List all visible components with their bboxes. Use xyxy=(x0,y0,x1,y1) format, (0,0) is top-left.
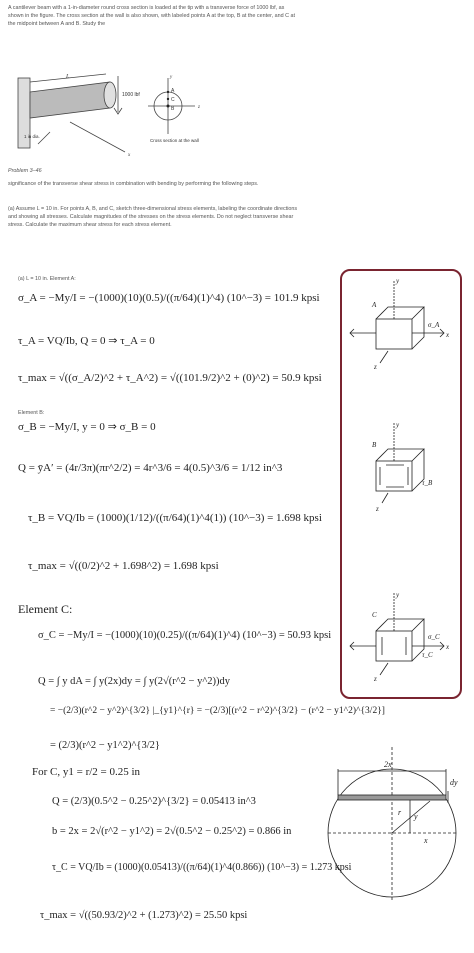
x-label: x xyxy=(424,836,428,845)
equation-sigma-b: σ_B = −My/I, y = 0 ⇒ σ_B = 0 xyxy=(18,421,156,433)
svg-text:y: y xyxy=(396,591,400,599)
stress-elements-svg xyxy=(342,271,460,697)
sigma-c-label: σ_C xyxy=(428,633,440,641)
equation-q-c-value: Q = (2/3)(0.5^2 − 0.25^2)^{3/2} = 0.05413 in^3 xyxy=(52,796,256,807)
equation-tmax-a: τ_max = √((σ_A/2)^2 + τ_A^2) = √((101.9/2)^2 + (0)^2) = 50.9 kpsi xyxy=(18,372,322,384)
beam-figure xyxy=(10,72,240,164)
svg-text:x: x xyxy=(446,331,450,339)
force-label: 1000 lbf xyxy=(122,92,140,98)
equation-sigma-a: σ_A = −My/I = −(1000)(10)(0.5)/((π/64)(1)^4) (10^−3) = 101.9 kpsi xyxy=(18,292,320,304)
sigma-a-label: σ_A xyxy=(428,321,440,329)
dy-label: dy xyxy=(450,778,458,787)
stress-element-b xyxy=(376,423,424,503)
svg-text:y: y xyxy=(170,75,173,80)
svg-text:L: L xyxy=(66,74,70,80)
part-a-text: (a) Assume L = 10 in. For points A, B, and C, sketch three-dimensional stress elements, labeling the coordinate directions and showing all stresses. Calculate magnitudes of the stresses on the stress elements. Do not neglect transverse shear stress. Calculate the maximum shear stress for each stress element. xyxy=(8,206,298,228)
y-label: y xyxy=(414,812,418,821)
svg-text:z: z xyxy=(376,505,379,513)
equation-q-c-2: = −(2/3)(r^2 − y^2)^{3/2} |_{y1}^{r} = −(2/3)[(r^2 − r^2)^{3/2} − (r^2 − y1^2)^{3/2}] xyxy=(50,706,385,716)
svg-text:z: z xyxy=(374,675,377,683)
svg-text:A: A xyxy=(171,88,175,94)
for-c-text: For C, y1 = r/2 = 0.25 in xyxy=(32,766,141,778)
problem-label: Problem 3–46 xyxy=(8,168,42,174)
svg-text:y: y xyxy=(396,277,400,285)
diameter-label: 1 in dia. xyxy=(24,134,40,139)
element-c-tag: C xyxy=(372,611,377,619)
circle-section-figure xyxy=(320,745,470,905)
equation-tmax-c: τ_max = √((50.93/2)^2 + (1.273)^2) = 25.50 kpsi xyxy=(40,910,248,921)
equation-b-c: b = 2x = 2√(r^2 − y1^2) = 2√(0.5^2 − 0.25^2) = 0.866 in xyxy=(52,826,292,837)
stress-elements-panel xyxy=(340,269,462,699)
equation-q-c-1: Q = ∫ y dA = ∫ y(2x)dy = ∫ y(2√(r^2 − y^2))dy xyxy=(38,676,230,687)
tau-b-label: τ_B xyxy=(422,479,433,487)
section-caption: Cross section at the wall xyxy=(150,138,199,143)
element-a-label: (a) L = 10 in. Element A: xyxy=(18,276,76,282)
equation-tau-c: τ_C = VQ/Ib = (1000)(0.05413)/((π/64)(1)^4(0.866)) (10^−3) = 1.273 kpsi xyxy=(52,862,352,873)
r-label: r xyxy=(398,808,402,817)
element-b-label: Element B: xyxy=(18,410,45,416)
tau-c-label: τ_C xyxy=(422,651,433,659)
equation-tau-a: τ_A = VQ/Ib, Q = 0 ⇒ τ_A = 0 xyxy=(18,335,155,347)
equation-tmax-b: τ_max = √((0/2)^2 + 1.698^2) = 1.698 kpsi xyxy=(28,560,219,572)
element-c-label: Element C: xyxy=(18,602,73,616)
equation-q-c-3: = (2/3)(r^2 − y1^2)^{3/2} xyxy=(50,740,160,751)
element-a-tag: A xyxy=(372,301,377,309)
svg-text:x: x xyxy=(446,643,450,651)
svg-text:y: y xyxy=(396,421,400,429)
equation-sigma-c: σ_C = −My/I = −(1000)(10)(0.25)/((π/64)(1)^4) (10^−3) = 50.93 kpsi xyxy=(38,630,332,641)
equation-q-b: Q = ȳA′ = (4r/3π)(πr^2/2) = 4r^3/6 = 4(0.5)^3/6 = 1/12 in^3 xyxy=(18,462,283,474)
svg-text:B: B xyxy=(171,106,175,112)
two-x-label: 2x xyxy=(384,760,392,769)
equation-tau-b: τ_B = VQ/Ib = (1000)(1/12)/((π/64)(1)^4(1)) (10^−3) = 1.698 kpsi xyxy=(28,512,322,524)
element-b-tag: B xyxy=(372,441,377,449)
svg-text:z: z xyxy=(198,105,200,110)
svg-text:C: C xyxy=(171,97,175,103)
svg-text:x: x xyxy=(128,153,131,158)
problem-statement: A cantilever beam with a 1-in-diameter round cross section is loaded at the tip with a transverse force of 1000 lbf, as shown in the figure. The cross section at the wall is also shown, with labeled points A at the top, B at the center, and C at the midpoint between A and B. Study the xyxy=(8,5,295,27)
part-intro: significance of the transverse shear stress in combination with bending by performing the following steps. xyxy=(8,181,259,187)
svg-text:z: z xyxy=(374,363,377,371)
